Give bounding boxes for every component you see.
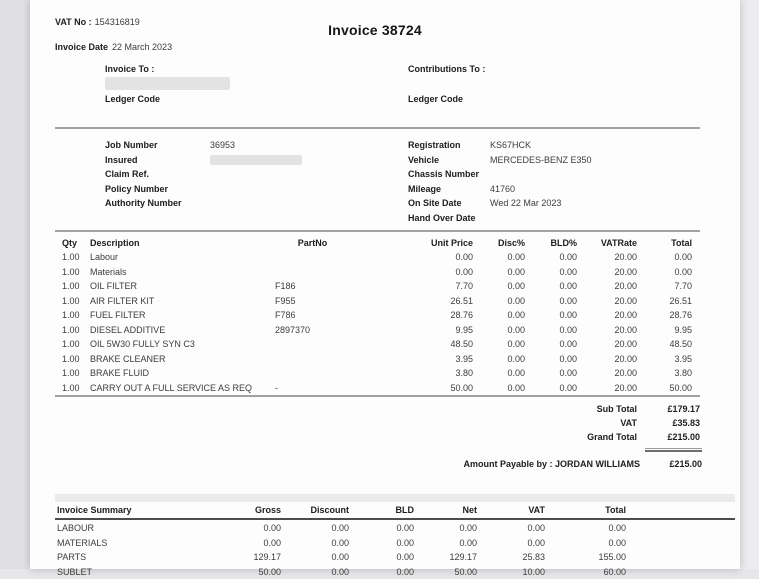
- summary-net: 50.00: [414, 565, 477, 579]
- item-unit-price: 0.00: [350, 250, 473, 265]
- job-detail-row: [105, 153, 302, 168]
- summary-top-band: [55, 494, 735, 502]
- summary-discount: 0.00: [281, 536, 349, 551]
- redacted-value: [210, 155, 302, 165]
- job-detail-label: Job Number: [105, 138, 210, 153]
- item-vatrate: 20.00: [577, 308, 637, 323]
- summary-category: MATERIALS: [57, 536, 207, 551]
- items-header-disc: Disc%: [473, 236, 525, 250]
- item-partno: [275, 352, 350, 367]
- item-bld: 0.00: [525, 352, 577, 367]
- item-description: FUEL FILTER: [88, 308, 275, 323]
- items-table-row: [55, 352, 700, 367]
- job-detail-row: [408, 167, 592, 182]
- summary-net: 0.00: [414, 521, 477, 536]
- summary-net: 129.17: [414, 550, 477, 565]
- item-unit-price: 3.95: [350, 352, 473, 367]
- job-detail-label: Mileage: [408, 182, 490, 197]
- summary-bld: 0.00: [349, 536, 414, 551]
- item-description: DIESEL ADDITIVE: [88, 323, 275, 338]
- job-detail-label: Chassis Number: [408, 167, 490, 182]
- item-description: OIL FILTER: [88, 279, 275, 294]
- invoice-date-label: Invoice Date: [55, 42, 108, 52]
- items-bottom-divider: [55, 395, 700, 397]
- invoice-to-label: Invoice To :: [105, 63, 154, 75]
- items-table-row: [55, 294, 700, 309]
- invoice-date-line: [55, 41, 172, 54]
- item-qty: 1.00: [55, 265, 88, 280]
- job-detail-value: 41760: [490, 182, 515, 197]
- item-partno: [275, 366, 350, 381]
- item-description: Materials: [88, 265, 275, 280]
- item-vatrate: 20.00: [577, 294, 637, 309]
- totals-block: [55, 402, 700, 444]
- item-unit-price: 28.76: [350, 308, 473, 323]
- totals-value: £35.83: [637, 416, 700, 430]
- totals-value: £179.17: [637, 402, 700, 416]
- summary-table-row: [57, 536, 735, 551]
- items-header-bld: BLD%: [525, 236, 577, 250]
- summary-header-total: Total: [545, 504, 626, 517]
- item-description: Labour: [88, 250, 275, 265]
- job-detail-label: Policy Number: [105, 182, 210, 197]
- item-total: 50.00: [637, 381, 692, 396]
- item-description: CARRY OUT A FULL SERVICE AS REQ: [88, 381, 275, 396]
- job-detail-label: Vehicle: [408, 153, 490, 168]
- ledger-code-left-label: Ledger Code: [105, 93, 160, 105]
- amount-payable-rule: [645, 448, 702, 452]
- job-detail-row: [408, 153, 592, 168]
- job-detail-row: [105, 138, 302, 153]
- item-vatrate: 20.00: [577, 265, 637, 280]
- item-vatrate: 20.00: [577, 337, 637, 352]
- job-detail-row: [408, 196, 592, 211]
- item-qty: 1.00: [55, 308, 88, 323]
- item-unit-price: 26.51: [350, 294, 473, 309]
- item-partno: F786: [275, 308, 350, 323]
- totals-row: [55, 430, 700, 444]
- item-disc: 0.00: [473, 381, 525, 396]
- summary-header-bld: BLD: [349, 504, 414, 517]
- contributions-to-label: Contributions To :: [408, 63, 485, 75]
- item-vatrate: 20.00: [577, 250, 637, 265]
- item-disc: 0.00: [473, 337, 525, 352]
- item-total: 28.76: [637, 308, 692, 323]
- items-table-row: [55, 366, 700, 381]
- job-detail-row: [105, 182, 302, 197]
- items-header-unit-price: Unit Price: [350, 236, 473, 250]
- job-detail-row: [408, 138, 592, 153]
- item-disc: 0.00: [473, 352, 525, 367]
- item-unit-price: 7.70: [350, 279, 473, 294]
- summary-total: 155.00: [545, 550, 626, 565]
- items-header-qty: Qty: [55, 236, 88, 250]
- item-partno: F186: [275, 279, 350, 294]
- item-total: 0.00: [637, 250, 692, 265]
- summary-total: 0.00: [545, 521, 626, 536]
- summary-header-gross: Gross: [207, 504, 281, 517]
- job-detail-label: On Site Date: [408, 196, 490, 211]
- summary-vat: 0.00: [477, 536, 545, 551]
- item-bld: 0.00: [525, 366, 577, 381]
- items-table-row: [55, 323, 700, 338]
- summary-net: 0.00: [414, 536, 477, 551]
- items-table-header: [55, 236, 700, 250]
- item-qty: 1.00: [55, 352, 88, 367]
- job-details-right: [408, 138, 592, 225]
- summary-vat: 0.00: [477, 521, 545, 536]
- job-detail-row: [105, 196, 302, 211]
- item-total: 0.00: [637, 265, 692, 280]
- item-description: BRAKE FLUID: [88, 366, 275, 381]
- item-total: 3.80: [637, 366, 692, 381]
- job-detail-value: Wed 22 Mar 2023: [490, 196, 561, 211]
- summary-table-row: [57, 521, 735, 536]
- summary-discount: 0.00: [281, 550, 349, 565]
- item-bld: 0.00: [525, 308, 577, 323]
- summary-gross: 0.00: [207, 536, 281, 551]
- item-disc: 0.00: [473, 265, 525, 280]
- summary-bld: 0.00: [349, 521, 414, 536]
- item-bld: 0.00: [525, 381, 577, 396]
- summary-table-row: [57, 565, 735, 579]
- item-total: 48.50: [637, 337, 692, 352]
- job-details-divider: [55, 230, 700, 232]
- invoice-date-value: 22 March 2023: [112, 42, 172, 52]
- item-bld: 0.00: [525, 250, 577, 265]
- item-partno: [275, 250, 350, 265]
- item-qty: 1.00: [55, 337, 88, 352]
- job-detail-label: Claim Ref.: [105, 167, 210, 182]
- item-bld: 0.00: [525, 265, 577, 280]
- summary-total: 60.00: [545, 565, 626, 579]
- summary-discount: 0.00: [281, 565, 349, 579]
- redacted-invoice-to-value: [105, 77, 230, 90]
- item-disc: 0.00: [473, 308, 525, 323]
- job-detail-label: Registration: [408, 138, 490, 153]
- amount-payable-value: £215.00: [640, 458, 702, 471]
- item-disc: 0.00: [473, 250, 525, 265]
- summary-discount: 0.00: [281, 521, 349, 536]
- summary-vat: 25.83: [477, 550, 545, 565]
- totals-label: VAT: [55, 416, 637, 430]
- items-header-partno: PartNo: [275, 236, 350, 250]
- items-header-total: Total: [637, 236, 692, 250]
- item-vatrate: 20.00: [577, 366, 637, 381]
- item-vatrate: 20.00: [577, 323, 637, 338]
- item-vatrate: 20.00: [577, 352, 637, 367]
- summary-gross: 50.00: [207, 565, 281, 579]
- items-table-row: [55, 381, 700, 396]
- totals-row: [55, 402, 700, 416]
- item-partno: 2897370: [275, 323, 350, 338]
- job-detail-label: Authority Number: [105, 196, 210, 211]
- item-partno: -: [275, 381, 350, 396]
- item-qty: 1.00: [55, 294, 88, 309]
- job-detail-value: 36953: [210, 138, 235, 153]
- item-qty: 1.00: [55, 250, 88, 265]
- job-detail-value: MERCEDES-BENZ E350: [490, 153, 592, 168]
- item-disc: 0.00: [473, 323, 525, 338]
- item-unit-price: 48.50: [350, 337, 473, 352]
- job-detail-label: Insured: [105, 153, 210, 168]
- summary-header-divider: [55, 518, 735, 520]
- item-description: BRAKE CLEANER: [88, 352, 275, 367]
- summary-bld: 0.00: [349, 565, 414, 579]
- item-bld: 0.00: [525, 279, 577, 294]
- item-disc: 0.00: [473, 366, 525, 381]
- job-detail-row: [105, 167, 302, 182]
- totals-row: [55, 416, 700, 430]
- item-description: AIR FILTER KIT: [88, 294, 275, 309]
- items-table-row: [55, 265, 700, 280]
- item-disc: 0.00: [473, 279, 525, 294]
- summary-table-header: [57, 504, 735, 517]
- vat-value: 154316819: [95, 17, 140, 27]
- item-partno: [275, 265, 350, 280]
- item-disc: 0.00: [473, 294, 525, 309]
- amount-payable-label: Amount Payable by : JORDAN WILLIAMS: [55, 458, 640, 471]
- summary-title: Invoice Summary: [57, 504, 207, 517]
- item-unit-price: 50.00: [350, 381, 473, 396]
- item-partno: F955: [275, 294, 350, 309]
- summary-table-row: [57, 550, 735, 565]
- item-description: OIL 5W30 FULLY SYN C3: [88, 337, 275, 352]
- job-detail-value: KS67HCK: [490, 138, 531, 153]
- invoice-page: [30, 0, 740, 569]
- items-table-row: [55, 250, 700, 265]
- item-partno: [275, 337, 350, 352]
- summary-header-discount: Discount: [281, 504, 349, 517]
- summary-table-body: [57, 521, 735, 579]
- totals-label: Grand Total: [55, 430, 637, 444]
- items-table-row: [55, 279, 700, 294]
- item-vatrate: 20.00: [577, 279, 637, 294]
- items-header-vatrate: VATRate: [577, 236, 637, 250]
- summary-table: [57, 504, 735, 517]
- totals-value: £215.00: [637, 430, 700, 444]
- job-detail-label: Hand Over Date: [408, 211, 490, 226]
- item-total: 9.95: [637, 323, 692, 338]
- job-detail-row: [408, 211, 592, 226]
- summary-gross: 0.00: [207, 521, 281, 536]
- item-vatrate: 20.00: [577, 381, 637, 396]
- page-title: Invoice 38724: [30, 22, 720, 38]
- item-unit-price: 9.95: [350, 323, 473, 338]
- summary-category: LABOUR: [57, 521, 207, 536]
- items-table-row: [55, 337, 700, 352]
- summary-bld: 0.00: [349, 550, 414, 565]
- item-qty: 1.00: [55, 381, 88, 396]
- item-bld: 0.00: [525, 337, 577, 352]
- summary-header-net: Net: [414, 504, 477, 517]
- summary-category: PARTS: [57, 550, 207, 565]
- summary-header-vat: VAT: [477, 504, 545, 517]
- job-detail-row: [408, 182, 592, 197]
- ledger-code-right-label: Ledger Code: [408, 93, 463, 105]
- item-qty: 1.00: [55, 279, 88, 294]
- job-detail-value: [210, 153, 302, 168]
- item-unit-price: 3.80: [350, 366, 473, 381]
- item-total: 26.51: [637, 294, 692, 309]
- item-qty: 1.00: [55, 323, 88, 338]
- totals-label: Sub Total: [55, 402, 637, 416]
- item-total: 7.70: [637, 279, 692, 294]
- items-header-description: Description: [88, 236, 275, 250]
- summary-vat: 10.00: [477, 565, 545, 579]
- summary-category: SUBLET: [57, 565, 207, 579]
- item-qty: 1.00: [55, 366, 88, 381]
- vat-label: VAT No :: [55, 17, 92, 27]
- job-details-left: [105, 138, 302, 211]
- item-total: 3.95: [637, 352, 692, 367]
- item-bld: 0.00: [525, 294, 577, 309]
- item-unit-price: 0.00: [350, 265, 473, 280]
- item-bld: 0.00: [525, 323, 577, 338]
- summary-total: 0.00: [545, 536, 626, 551]
- items-table: [55, 236, 700, 395]
- items-table-body: [55, 250, 700, 395]
- summary-gross: 129.17: [207, 550, 281, 565]
- items-table-row: [55, 308, 700, 323]
- amount-payable-row: [55, 458, 702, 471]
- header-divider: [55, 127, 700, 129]
